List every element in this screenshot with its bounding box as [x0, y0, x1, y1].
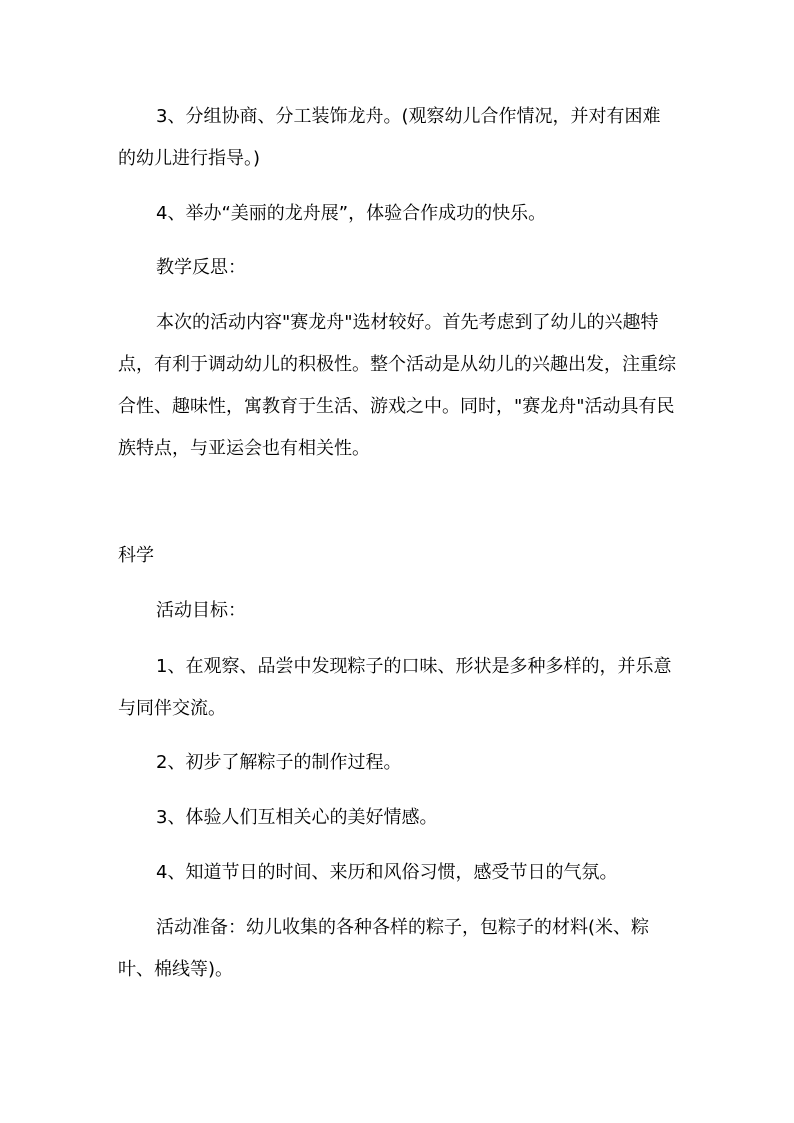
paragraph-step-3: 3、分组协商、分工装饰龙舟。(观察幼儿合作情况，并对有困难的幼儿进行指导。)	[118, 106, 661, 169]
paragraph-activity-preparation: 活动准备：幼儿收集的各种各样的粽子，包粽子的材料(米、粽叶、棉线等)。	[118, 917, 650, 980]
paragraph-reflection: 本次的活动内容"赛龙舟"选材较好。首先考虑到了幼儿的兴趣特点，有利于调动幼儿的积极性。整个活动是从幼儿的兴趣出发，注重综合性、趣味性，寓教育于生活、游戏之中。同时，"赛龙舟"活动具有民族特点，与亚运会也有相关性。	[118, 312, 676, 459]
goal-item-2: 2、初步了解粽子的制作过程。	[156, 752, 402, 773]
goal-item-1: 1、在观察、品尝中发现粽子的口味、形状是多种多样的，并乐意与同伴交流。	[118, 656, 672, 719]
paragraph-step-4: 4、举办“美丽的龙舟展”，体验合作成功的快乐。	[156, 203, 547, 224]
section-title-science: 科学	[118, 545, 154, 566]
heading-teaching-reflection: 教学反思：	[156, 257, 246, 278]
goal-item-3: 3、体验人们互相关心的美好情感。	[156, 807, 438, 828]
heading-activity-goals: 活动目标：	[156, 600, 246, 621]
goal-item-4: 4、知道节日的时间、来历和风俗习惯，感受节日的气氛。	[156, 862, 618, 883]
